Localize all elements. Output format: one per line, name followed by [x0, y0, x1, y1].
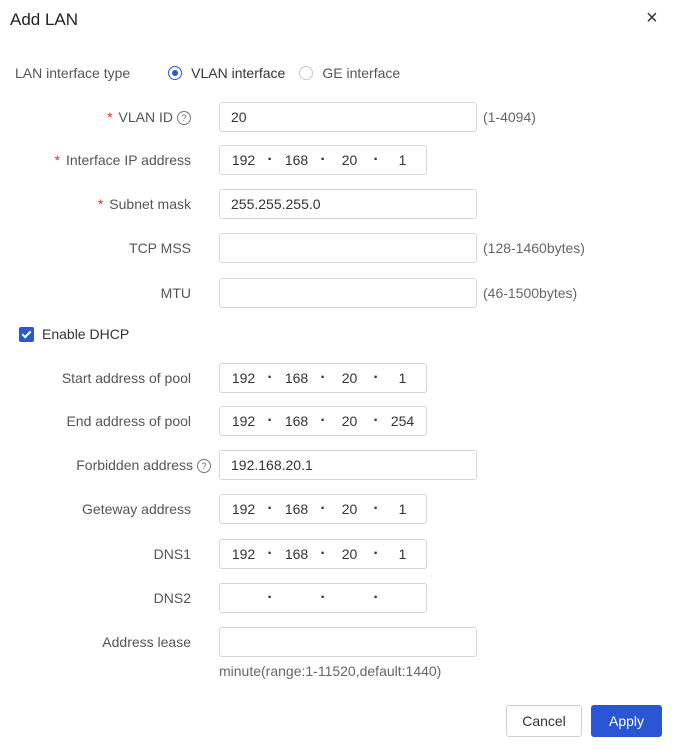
pool-start-octet-3[interactable]	[326, 364, 373, 392]
pool-start-octet-2[interactable]	[273, 364, 320, 392]
gateway-label: Geteway address	[82, 501, 191, 517]
ip-address-field: 192 · 168 · 20 · 1	[219, 145, 427, 175]
mtu-label: MTU	[160, 285, 191, 301]
required-marker: *	[97, 196, 104, 212]
pool-end-octet-3[interactable]	[326, 407, 373, 435]
subnet-mask-input[interactable]	[219, 189, 477, 219]
enable-dhcp-label[interactable]: Enable DHCP	[42, 326, 130, 342]
lan-type-label: LAN interface type	[15, 65, 131, 81]
dns2-octet-1[interactable]	[220, 584, 267, 612]
required-marker: *	[107, 109, 113, 125]
dns1-label: DNS1	[153, 546, 191, 562]
dns1-octet-3[interactable]	[326, 540, 373, 568]
dns1-octet-4[interactable]	[379, 540, 426, 568]
pool-end-label: End address of pool	[66, 413, 191, 429]
gateway-octet-4[interactable]	[379, 495, 426, 523]
tcp-mss-hint: (128-1460bytes)	[483, 240, 585, 256]
pool-end-octet-4[interactable]	[379, 407, 426, 435]
mtu-input[interactable]	[219, 278, 477, 308]
lan-type-row	[15, 63, 400, 83]
gateway-field: 192 · 168 · 20 · 1	[219, 494, 427, 524]
ip-octet-3[interactable]	[326, 146, 373, 174]
vlan-id-label: * VLAN ID ?	[11, 102, 191, 132]
help-icon[interactable]: ?	[197, 459, 211, 473]
dns2-octet-2[interactable]	[273, 584, 320, 612]
ip-octet-1[interactable]	[220, 146, 267, 174]
help-icon[interactable]: ?	[177, 111, 191, 125]
dns2-octet-3[interactable]	[326, 584, 373, 612]
tcp-mss-label: TCP MSS	[129, 240, 191, 256]
gateway-octet-2[interactable]	[273, 495, 320, 523]
pool-end-octet-1[interactable]	[220, 407, 267, 435]
address-lease-hint: minute(range:1-11520,default:1440)	[219, 663, 442, 679]
gateway-octet-3[interactable]	[326, 495, 373, 523]
dialog-title: Add LAN	[10, 10, 79, 29]
dns1-octet-2[interactable]	[273, 540, 320, 568]
pool-start-field: 192 · 168 · 20 · 1	[219, 363, 427, 393]
mtu-hint: (46-1500bytes)	[483, 285, 578, 301]
required-marker: *	[54, 152, 60, 168]
vlan-interface-radio[interactable]	[168, 66, 182, 80]
pool-start-octet-1[interactable]	[220, 364, 267, 392]
dns1-field: 192 · 168 · 20 · 1	[219, 539, 427, 569]
subnet-mask-label: * Subnet mask	[97, 196, 191, 212]
pool-end-field: 192 · 168 · 20 · 254	[219, 406, 427, 436]
enable-dhcp-checkbox[interactable]	[19, 327, 34, 342]
tcp-mss-input[interactable]	[219, 233, 477, 263]
vlan-id-hint: (1-4094)	[483, 109, 536, 125]
dns2-label: DNS2	[153, 590, 191, 606]
vlan-interface-label[interactable]: VLAN interface	[191, 65, 286, 81]
cancel-button[interactable]: Cancel	[506, 705, 582, 737]
pool-end-octet-2[interactable]	[273, 407, 320, 435]
apply-button[interactable]: Apply	[591, 705, 662, 737]
ip-address-label: * Interface IP address	[54, 152, 191, 168]
dns2-octet-4[interactable]	[379, 584, 426, 612]
pool-start-label: Start address of pool	[61, 370, 191, 386]
ge-interface-radio[interactable]	[299, 66, 313, 80]
ge-interface-label[interactable]: GE interface	[322, 65, 401, 81]
gateway-octet-1[interactable]	[220, 495, 267, 523]
vlan-id-input[interactable]	[219, 102, 477, 132]
dns2-field: · · ·	[219, 583, 427, 613]
dns1-octet-1[interactable]	[220, 540, 267, 568]
ip-octet-2[interactable]	[273, 146, 320, 174]
forbidden-address-label: Forbidden address ?	[11, 450, 211, 480]
address-lease-input[interactable]	[219, 627, 477, 657]
close-icon[interactable]: ×	[646, 7, 658, 29]
forbidden-address-input[interactable]	[219, 450, 477, 480]
pool-start-octet-4[interactable]	[379, 364, 426, 392]
ip-octet-4[interactable]	[379, 146, 426, 174]
address-lease-label: Address lease	[102, 634, 191, 650]
